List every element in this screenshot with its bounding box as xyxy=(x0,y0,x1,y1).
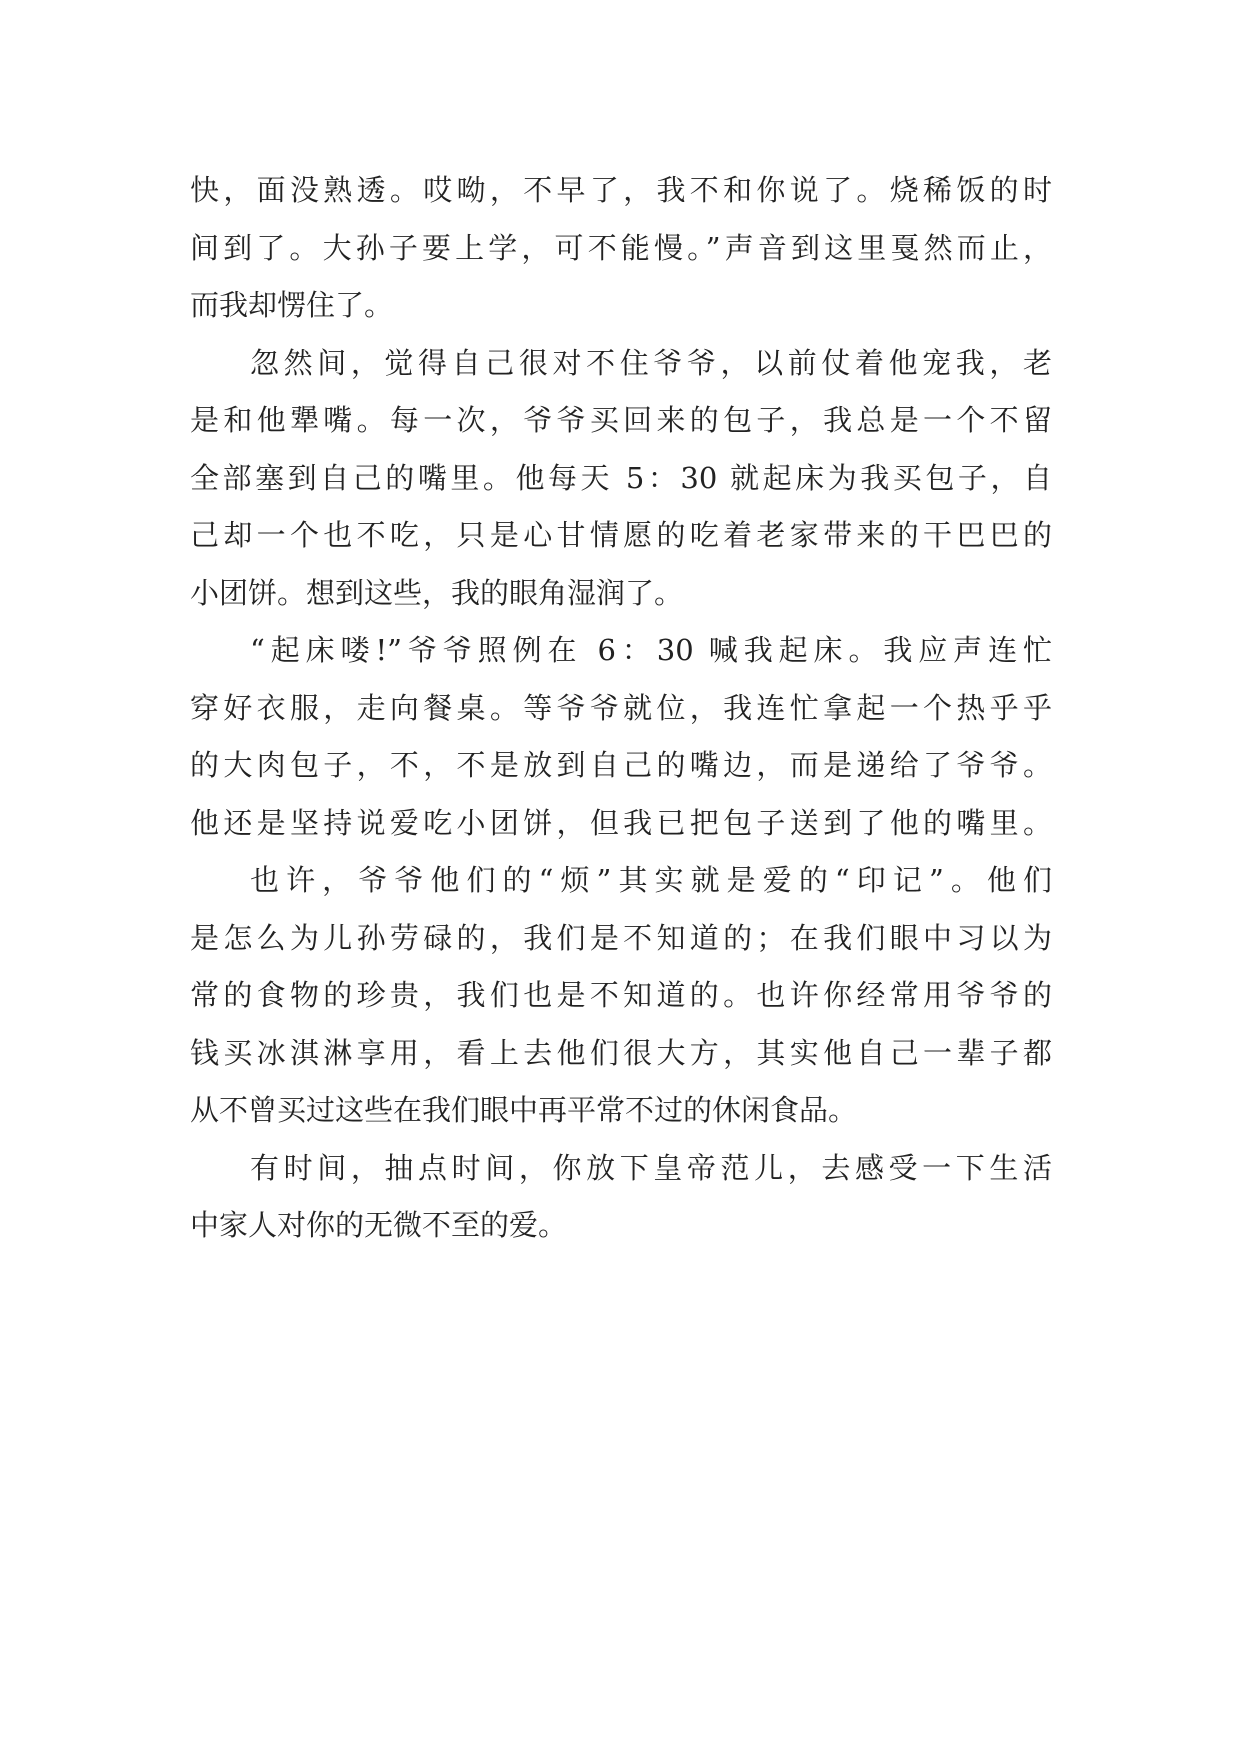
paragraph-1 xyxy=(190,162,1052,335)
text-line: 小团饼。想到这些，我的眼角湿润了。 xyxy=(190,575,684,610)
text-line: 的大肉包子，不，不是放到自己的嘴边，而是递给了爷爷。 xyxy=(190,748,1052,782)
text-line: 钱买冰淇淋享用，看上去他们很大方，其实他自己一辈子都 xyxy=(190,1035,1052,1070)
text-line: 常的食物的珍贵，我们也是不知道的。也许你经常用爷爷的 xyxy=(190,978,1052,1012)
paragraph-2 xyxy=(190,335,1052,623)
text-line: 有时间，抽点时间，你放下皇帝范儿，去感受一下生活 xyxy=(250,1150,1052,1185)
paragraph-3 xyxy=(190,622,1052,852)
text-line: 而我却愣住了。 xyxy=(190,288,394,322)
document-body xyxy=(190,162,1052,1255)
text-line: 从不曾买过这些在我们眼中再平常不过的休闲食品。 xyxy=(190,1093,858,1127)
text-line: 穿好衣服，走向餐桌。等爷爷就位，我连忙拿起一个热乎乎 xyxy=(190,690,1052,725)
text-line: “起床喽!”爷爷照例在 6：30 喊我起床。我应声连忙 xyxy=(250,633,1052,667)
text-line: 是怎么为儿孙劳碌的，我们是不知道的；在我们眼中习以为 xyxy=(190,920,1052,955)
text-line: 他还是坚持说爱吃小团饼，但我已把包子送到了他的嘴里。 xyxy=(190,805,1052,840)
paragraph-4 xyxy=(190,852,1052,1140)
paragraph-5 xyxy=(190,1140,1052,1255)
text-line: 己却一个也不吃，只是心甘情愿的吃着老家带来的干巴巴的 xyxy=(190,518,1052,552)
text-line: 忽然间，觉得自己很对不住爷爷，以前仗着他宠我，老 xyxy=(250,345,1052,380)
text-line: 间到了。大孙子要上学，可不能慢。”声音到这里戛然而止， xyxy=(190,230,1052,265)
text-line: 也许，爷爷他们的“烦”其实就是爱的“印记”。他们 xyxy=(250,863,1052,897)
text-line: 全部塞到自己的嘴里。他每天 5：30 就起床为我买包子，自 xyxy=(190,460,1052,495)
text-line: 是和他犟嘴。每一次，爷爷买回来的包子，我总是一个不留 xyxy=(190,403,1052,437)
text-line: 快，面没熟透。哎呦，不早了，我不和你说了。烧稀饭的时 xyxy=(190,173,1052,207)
text-line: 中家人对你的无微不至的爱。 xyxy=(190,1208,568,1242)
